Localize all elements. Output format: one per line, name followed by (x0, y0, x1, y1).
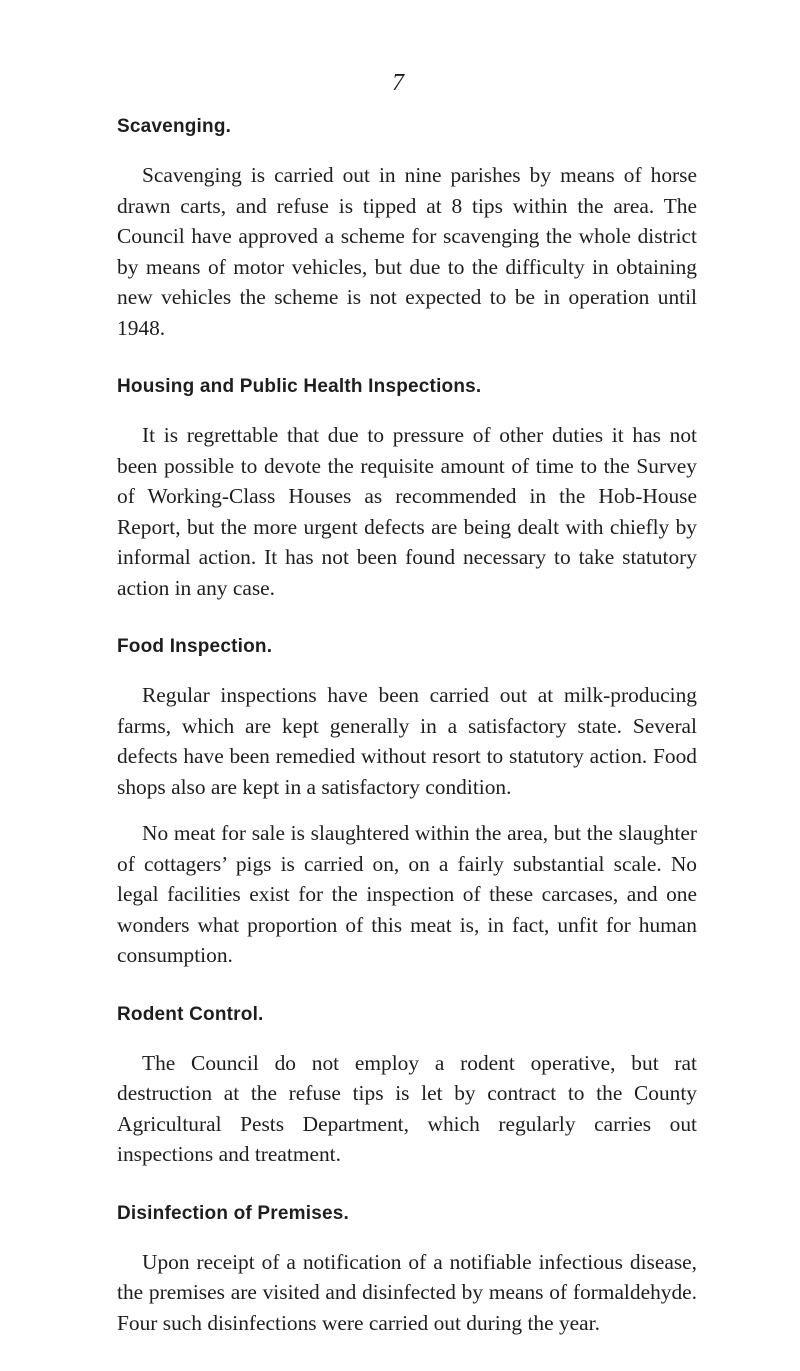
paragraph: The Council do not employ a rodent operative, but rat destruction at the refuse tips is let by contract to the County Agricultural Pests Department, which regularly carries out inspections and treatment. (117, 1050, 697, 1166)
paragraph: Regular inspections have been carried out at milk-producing farms, which are kept generally in a satisfactory state. Several defects have been remedied without resort to statutory action. Food shops also are kept in a satisfactory condition. (117, 683, 697, 799)
section-heading: Disinfection of Premises. (117, 1202, 350, 1224)
section-heading: Scavenging. (117, 116, 232, 137)
section-food-inspection (117, 636, 697, 971)
section-rodent-control (117, 1004, 697, 1170)
section-heading: Housing and Public Health Inspections. (117, 376, 482, 397)
section-heading: Food Inspection. (117, 636, 273, 657)
document-body (117, 116, 697, 1371)
section-scavenging (117, 116, 697, 343)
section-disinfection (117, 1203, 697, 1339)
page-number: 7 (392, 70, 404, 96)
section-housing-inspections (117, 376, 697, 603)
paragraph: Upon receipt of a notification of a notifiable infectious disease, the premises are visited and disinfected by means of formaldehyde. Four such disinfections were carried out during the year. (117, 1249, 697, 1335)
section-heading: Rodent Control. (117, 1003, 264, 1025)
paragraph: Scavenging is carried out in nine parishes by means of horse drawn carts, and refuse is tipped at 8 tips within the area. The Council have approved a scheme for scavenging the whole district by means of motor vehicles, but due to the difficulty in obtaining new vehicles the scheme is not expected to be in operation until 1948. (117, 163, 697, 340)
paragraph: It is regrettable that due to pressure of other duties it has not been possible to devote the requisite amount of time to the Survey of Working-Class Houses as recommended in the Hob-House Report, but the more urgent defects are being dealt with chiefly by informal action. It has not been found necessary to take statutory action in any case. (117, 423, 697, 600)
paragraph: No meat for sale is slaughtered within the area, but the slaughter of cottagers’ pigs is carried on, on a fairly substantial scale. No legal facilities exist for the inspection of these carcases, and one wonders what proportion of this meat is, in fact, unfit for human consumption. (117, 821, 697, 967)
